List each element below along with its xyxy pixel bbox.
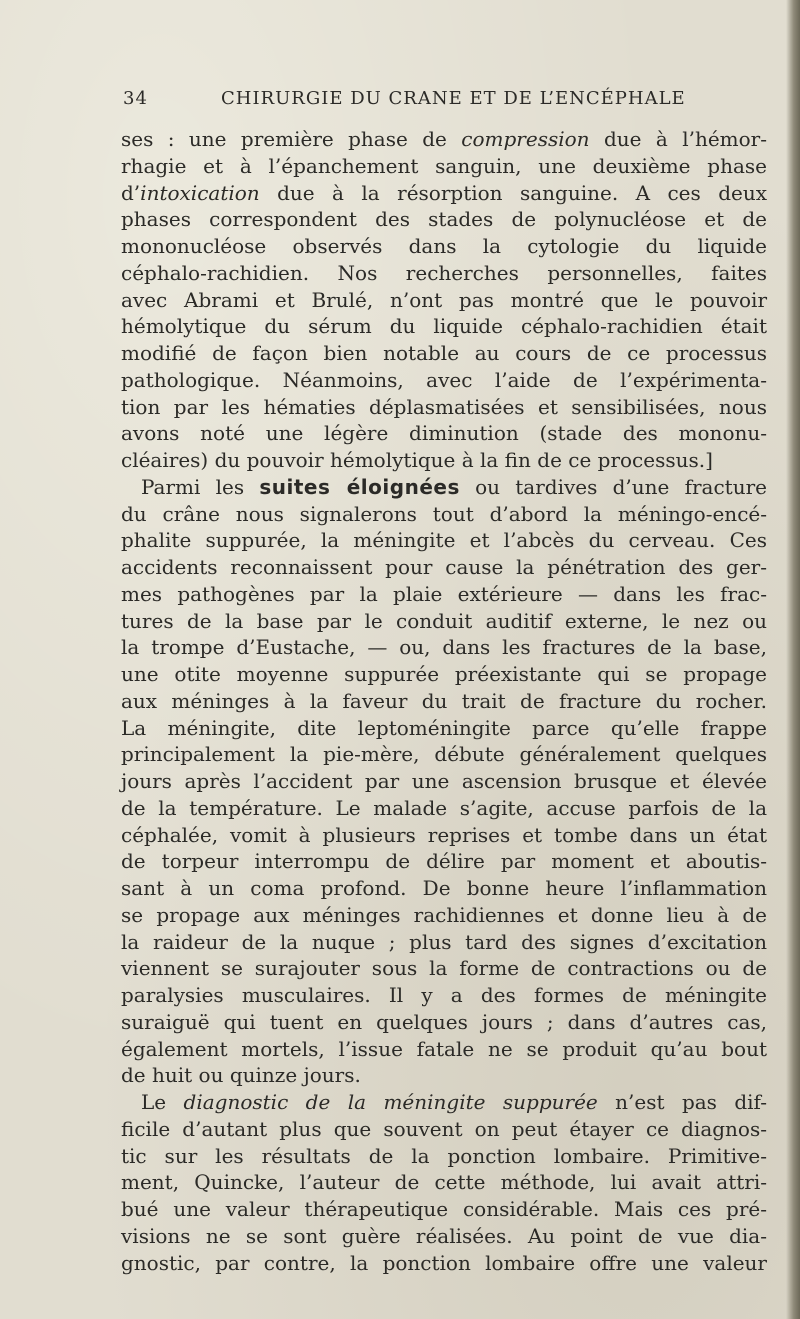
text-line — [121, 126, 767, 153]
text-line — [121, 180, 767, 207]
text-line — [121, 206, 767, 233]
text-run: de torpeur interrompu de délire par moment et aboutis- — [121, 849, 767, 874]
text-run: phalite suppurée, la méningite et l’abcès du cerveau. Ces — [121, 528, 767, 553]
text-line — [121, 741, 767, 768]
text-line — [121, 260, 767, 287]
text-run: mes pathogènes par la plaie extérieure — dans les frac- — [121, 581, 767, 606]
running-title: CHIRURGIE DU CRANE ET DE L’ENCÉPHALE — [221, 88, 686, 109]
text-line — [121, 1143, 767, 1170]
text-line — [121, 287, 767, 314]
text-run: La méningite, dite leptoméningite parce qu’elle frappe — [121, 715, 767, 740]
italic-phrase: diagnostic de la méningite suppurée — [183, 1090, 598, 1114]
text-run: ment, Quincke, l’auteur de cette méthode, lui avait attri- — [121, 1170, 767, 1195]
text-line — [121, 634, 767, 661]
text-line — [121, 1196, 767, 1223]
text-run: n’est pas dif- — [597, 1090, 767, 1114]
text-run: une otite moyenne suppurée préexistante qui se propage — [121, 662, 767, 686]
text-run: phases correspondent des stades de polynucléose et de — [121, 207, 767, 232]
text-line — [121, 527, 767, 554]
text-line — [121, 1223, 767, 1250]
text-run: tic sur les résultats de la ponction lombaire. Primitive- — [121, 1143, 767, 1168]
text-run: se propage aux méninges rachidiennes et donne lieu à de — [121, 902, 767, 927]
body-text — [121, 126, 767, 1276]
text-run: également mortels, l’issue fatale ne se produit qu’au bout — [121, 1036, 767, 1061]
text-run: suraiguë qui tuent en quelques jours ; dans d’autres cas, — [121, 1009, 767, 1034]
page-edge-shadow — [786, 0, 800, 1319]
text-run: modifié de façon bien notable au cours de ce processus — [121, 341, 767, 365]
text-line — [121, 447, 767, 474]
text-line — [121, 1009, 767, 1036]
text-run: accidents reconnaissent pour cause la pénétration des ger- — [121, 555, 767, 579]
text-run: céphalée, vomit à plusieurs reprises et tombe dans un état — [121, 822, 767, 847]
text-run: gnostic, par contre, la ponction lombaire offre une valeur — [121, 1250, 767, 1275]
paragraph-first-line — [121, 1089, 767, 1116]
text-run: bué une valeur thérapeutique considérable. Mais ces pré- — [121, 1197, 767, 1221]
text-run: du crâne nous signalerons tout d’abord la méningo-encé- — [121, 501, 767, 526]
text-line — [121, 982, 767, 1009]
text-line — [121, 581, 767, 608]
text-line — [121, 848, 767, 875]
text-line — [121, 875, 767, 902]
text-line — [121, 608, 767, 635]
text-run: due à l’hémor- — [589, 127, 768, 151]
text-run: ses : une première phase de — [121, 127, 462, 151]
text-run: sant à un coma profond. De bonne heure l’inflammation — [121, 876, 767, 900]
text-run: tion par les hématies déplasmatisées et sensibilisées, nous — [121, 394, 767, 419]
text-run: principalement la pie-mère, débute généralement quelques — [121, 742, 767, 767]
text-run: mononucléose observés dans la cytologie du liquide — [121, 234, 767, 258]
text-line — [121, 367, 767, 394]
text-line — [121, 313, 767, 340]
text-line — [121, 394, 767, 421]
text-run: rhagie et à l’épanchement sanguin, une deuxième phase — [121, 153, 767, 178]
text-run: jours après l’accident par une ascension brusque et élevée — [121, 769, 767, 793]
text-run: ficile d’autant plus que souvent on peut étayer ce diagnos- — [121, 1116, 767, 1141]
text-line — [121, 902, 767, 929]
text-line — [121, 233, 767, 260]
text-run: Parmi les — [141, 474, 260, 499]
text-run: aux méninges à la faveur du trait de fracture du rocher. — [121, 688, 767, 713]
text-run: avec Abrami et Brulé, n’ont pas montré que le pouvoir — [121, 287, 767, 312]
text-line — [121, 501, 767, 528]
italic-phrase: intoxication — [140, 180, 260, 205]
text-run: ou tardives d’une fracture — [459, 474, 767, 499]
text-line — [121, 420, 767, 447]
text-line — [121, 1062, 767, 1089]
text-run: de huit ou quinze jours. — [121, 1063, 361, 1088]
text-run: pathologique. Néanmoins, avec l’aide de l’expérimenta- — [121, 367, 767, 392]
text-line — [121, 955, 767, 982]
text-line — [121, 822, 767, 849]
text-run: viennent se surajouter sous la forme de contractions ou de — [121, 956, 767, 981]
text-line — [121, 795, 767, 822]
text-line — [121, 929, 767, 956]
text-line — [121, 768, 767, 795]
text-line — [121, 1116, 767, 1143]
text-line — [121, 554, 767, 581]
text-run: d’ — [121, 180, 141, 205]
paragraph-first-line — [121, 474, 767, 501]
text-run: la trompe d’Eustache, — ou, dans les fractures de la base, — [121, 635, 767, 660]
text-run: avons noté une légère diminution (stade des mononu- — [121, 421, 767, 446]
emphasized-phrase: suites éloignées — [259, 474, 460, 499]
page-number: 34 — [123, 88, 148, 109]
text-line — [121, 715, 767, 742]
text-run: hémolytique du sérum du liquide céphalo-rachidien était — [121, 314, 767, 339]
running-header — [123, 84, 765, 114]
italic-phrase: compression — [461, 127, 590, 151]
text-line — [121, 661, 767, 688]
text-run: paralysies musculaires. Il y a des formes de méningite — [121, 983, 767, 1007]
text-run: de la température. Le malade s’agite, accuse parfois de la — [121, 795, 767, 820]
text-line — [121, 153, 767, 180]
text-run: due à la résorption sanguine. A ces deux — [259, 180, 767, 205]
text-line — [121, 340, 767, 367]
text-line — [121, 1036, 767, 1063]
text-run: Le — [141, 1090, 184, 1114]
text-run: céphalo-rachidien. Nos recherches personnelles, faites — [121, 260, 767, 285]
text-line — [121, 1169, 767, 1196]
text-run: visions ne se sont guère réalisées. Au point de vue dia- — [121, 1223, 767, 1248]
text-run: cléaires) du pouvoir hémolytique à la fin de ce processus.] — [121, 448, 713, 472]
text-run: la raideur de la nuque ; plus tard des signes d’excitation — [121, 929, 767, 954]
text-run: tures de la base par le conduit auditif externe, le nez ou — [121, 608, 767, 633]
text-line — [121, 688, 767, 715]
text-line — [121, 1250, 767, 1277]
